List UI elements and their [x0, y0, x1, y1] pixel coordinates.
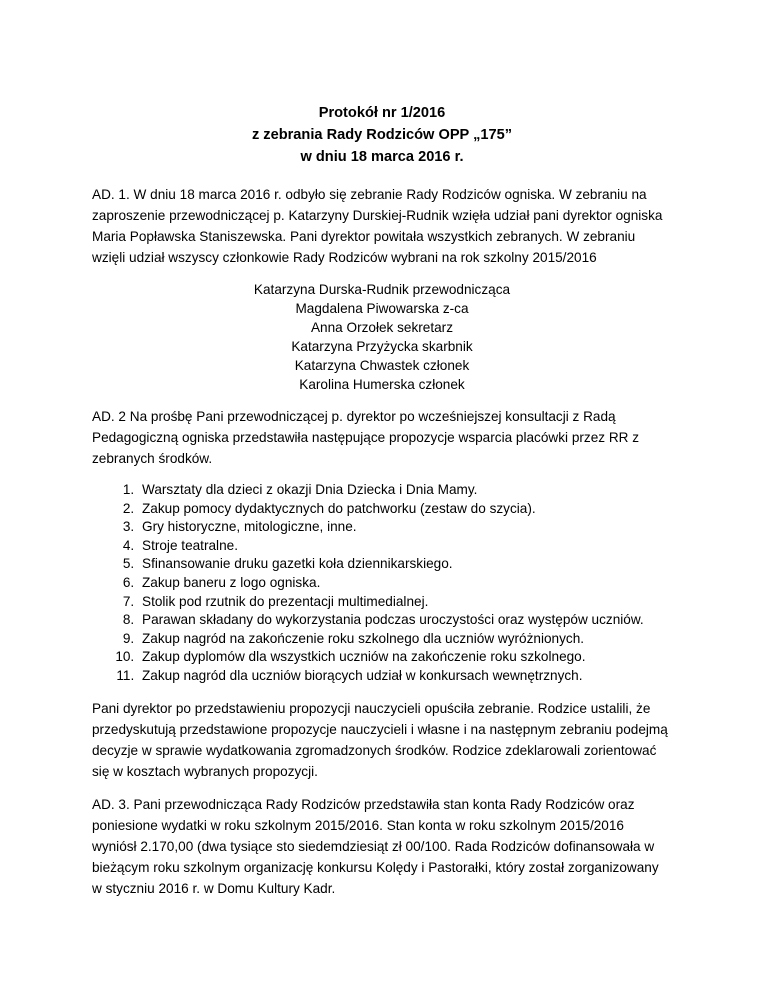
member-item: Katarzyna Przyżycka skarbnik	[291, 339, 473, 354]
paragraph-ad1: AD. 1. W dniu 18 marca 2016 r. odbyło się zebranie Rady Rodziców ogniska. W zebraniu na zaproszenie przewodniczącej p. Katarzyny Durskiej-Rudnik wzięła udział pani dyrektor ogniska Maria Popławska Staniszewska. Pani dyrektor powitała wszystkich zebranych. W zebraniu wzięli udział wszyscy członkowie Rady Rodziców wybrani na rok szkolny 2015/2016	[92, 187, 663, 265]
member-item: Katarzyna Durska-Rudnik przewodnicząca	[253, 282, 511, 297]
proposal-item: 10. Zakup dyplomów dla wszystkich uczniów na zakończenie roku szkolnego.	[138, 648, 672, 667]
proposal-item: 7. Stolik pod rzutnik do prezentacji multimedialnej.	[138, 593, 672, 612]
paragraph-ad2: AD. 2 Na prośbę Pani przewodniczącej p. dyrektor po wcześniejszej konsultacji z Radą Pedagogiczną ogniska przedstawiła następujące propozycje wsparcia placówki przez RR z zebranych środków.	[92, 409, 640, 466]
title-line-2: z zebrania Rady Rodziców OPP „175”	[251, 127, 513, 143]
proposal-item: 3. Gry historyczne, mitologiczne, inne.	[138, 518, 672, 537]
title-line-1: Protokół nr 1/2016	[318, 105, 446, 121]
member-item: Anna Orzołek sekretarz	[310, 320, 454, 335]
member-item: Katarzyna Chwastek członek	[294, 358, 470, 373]
proposal-item: 8. Parawan składany do wykorzystania podczas uroczystości oraz występów uczniów.	[138, 611, 672, 630]
proposals-list	[92, 481, 672, 686]
paragraph-ad3: AD. 3. Pani przewodnicząca Rady Rodziców przedstawiła stan konta Rady Rodziców oraz poniesione wydatki w roku szkolnym 2015/2016. Stan konta w roku szkolnym 2015/2016 wyniósł 2.170,00 (dwa tysiące sto siedemdziesiąt zł 00/100. Rada Rodziców dofinansowała w bieżącym roku szkolnym organizację konkursu Kolędy i Pastorałki, który został zorganizowany w styczniu 2016 r. w Domu Kultury Kadr.	[92, 796, 659, 896]
member-item: Karolina Humerska członek	[299, 377, 465, 392]
paragraph-decision: Pani dyrektor po przedstawieniu propozycji nauczycieli opuściła zebranie. Rodzice ustalili, że przedyskutują przedstawione propozycje nauczycieli i własne i na następnym zebraniu podejmą decyzje w sprawie wydatkowania zgromadzonych środków. Rodzice zdeklarowali zorientować się w kosztach wybranych propozycji.	[92, 700, 668, 779]
proposal-item: 6. Zakup baneru z logo ogniska.	[138, 574, 672, 593]
proposal-item: 11. Zakup nagród dla uczniów biorących udział w konkursach wewnętrznych.	[138, 667, 672, 686]
proposal-item: 9. Zakup nagród na zakończenie roku szkolnego dla uczniów wyróżnionych.	[138, 630, 672, 649]
member-item: Magdalena Piwowarska z-ca	[295, 301, 469, 316]
title-line-3: w dniu 18 marca 2016 r.	[300, 149, 464, 165]
document-title	[92, 102, 672, 168]
proposal-item: 4. Stroje teatralne.	[138, 537, 672, 556]
members-list	[92, 280, 672, 394]
proposal-item: 2. Zakup pomocy dydaktycznych do patchworku (zestaw do szycia).	[138, 500, 672, 519]
proposal-item: 1. Warsztaty dla dzieci z okazji Dnia Dziecka i Dnia Mamy.	[138, 481, 672, 500]
proposal-item: 5. Sfinansowanie druku gazetki koła dziennikarskiego.	[138, 555, 672, 574]
